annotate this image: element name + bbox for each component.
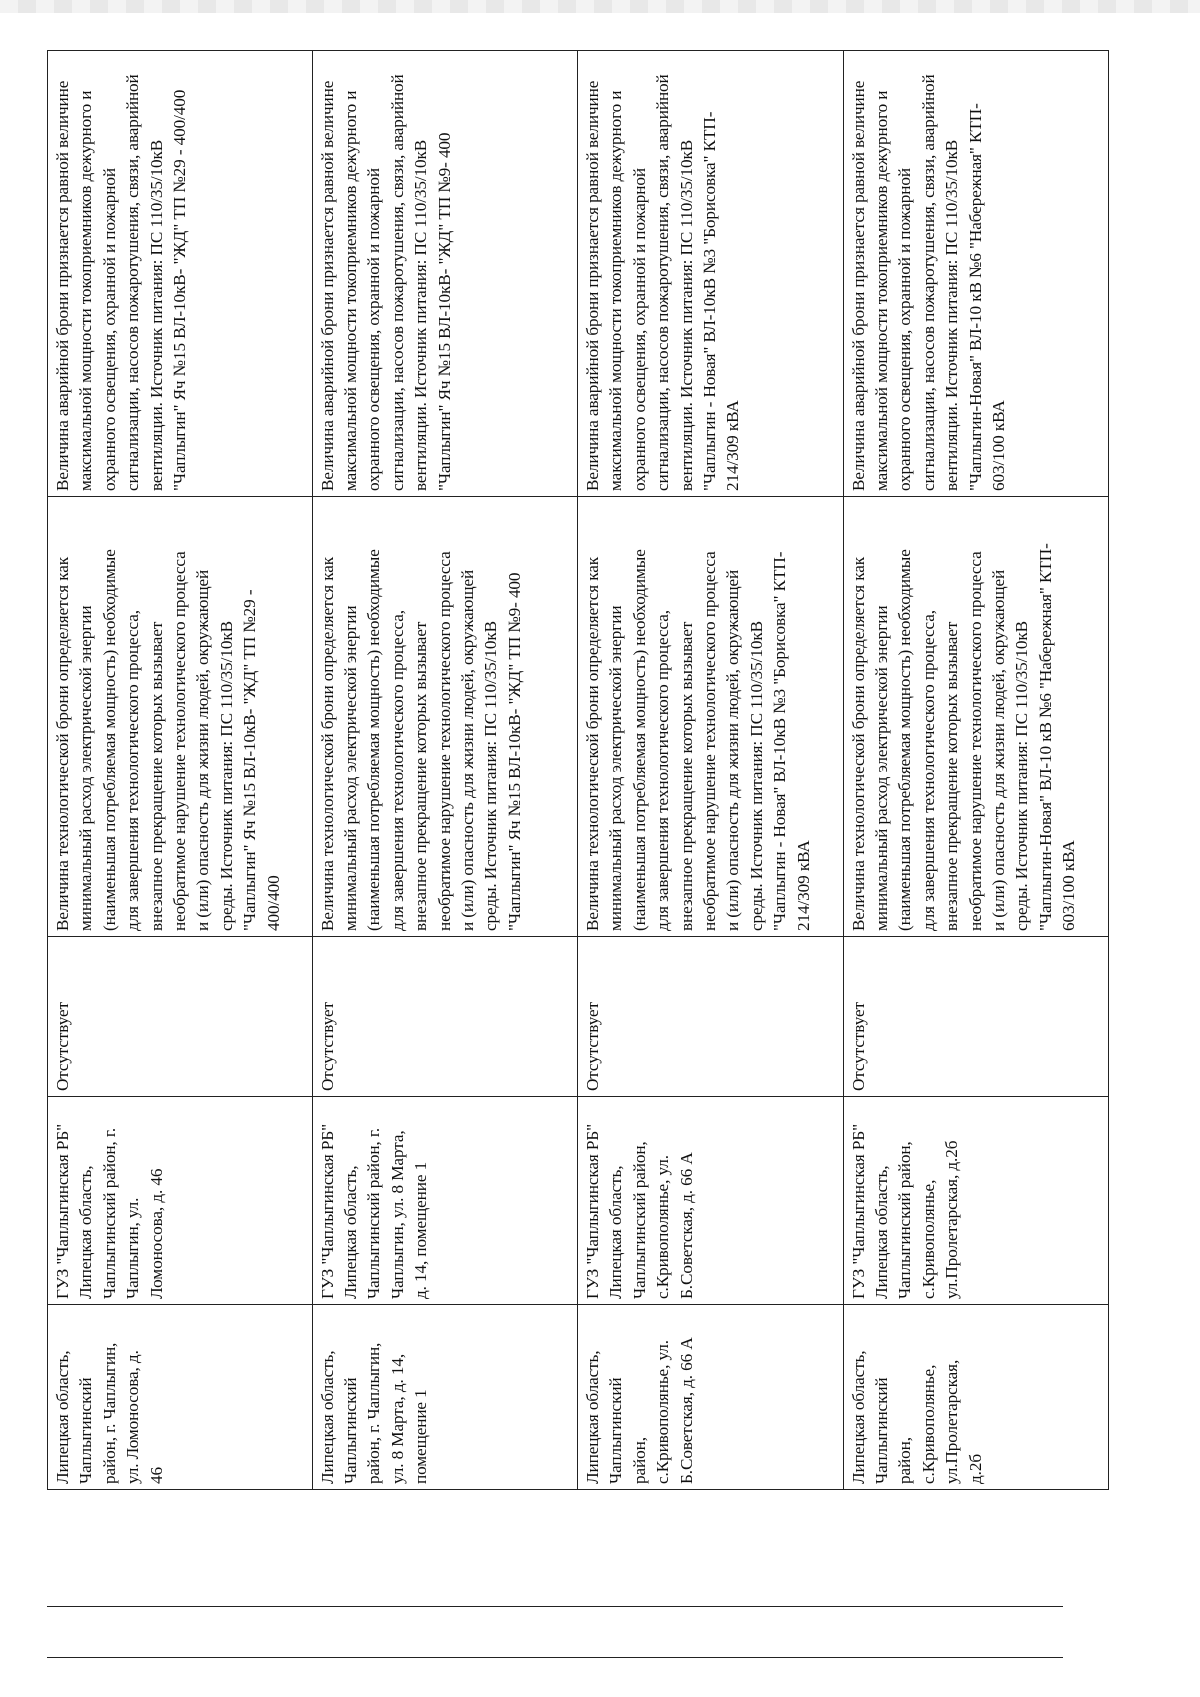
divider-line xyxy=(47,1606,1063,1607)
address-cell: Липецкая область, Чаплыгинский район, с.Кривополянье, ул. Б.Советская, д. 66 А xyxy=(578,1305,843,1490)
address-cell: Липецкая область, Чаплыгинский район, г. Чаплыгин, ул. Ломоносова, д. 46 xyxy=(48,1305,312,1490)
emergency-reserve-cell: Величина аварийной брони признается равной величине максимальной мощности токоприемников дежурного и охранного освещения, охранной и пожарной сигнализации, насосов пожаротушения, связи, аварийной вентиляции. Источник питания: ПС 110/35/10кВ "Чаплыгин - Новая" ВЛ-10кВ №3 "Борисовка" КТП- 214/309 кВА xyxy=(578,50,843,497)
technological-reserve-cell: Величина технологической брони определяется как минимальный расход электрической энергии (наименьшая потребляемая мощность) необходимые для завершения технологического процесса, внезапное прекращение которых вызывает необратимое нарушение технологического процесса и (или) опасность для жизни людей, окружающей среды. Источник питания: ПС 110/35/10кВ "Чаплыгин - Новая" ВЛ-10кВ №3 "Борисовка" КТП- 214/309 кВА xyxy=(578,497,843,937)
organization-cell: ГУЗ "Чаплыгинская РБ" Липецкая область, Чаплыгинский район, г. Чаплыгин, ул. Ломоносова, д. 46 xyxy=(48,1097,312,1305)
technological-reserve-cell: Величина технологической брони определяется как минимальный расход электрической энергии (наименьшая потребляемая мощность) необходимые для завершения технологического процесса, внезапное прекращение которых вызывает необратимое нарушение технологического процесса и (или) опасность для жизни людей, окружающей среды. Источник питания: ПС 110/35/10кВ "Чаплыгин" Яч №15 ВЛ-10кВ- "ЖД" ТП №9- 400 xyxy=(313,497,578,937)
status-cell: Отсутствует xyxy=(844,937,1109,1097)
emergency-reserve-cell: Величина аварийной брони признается равной величине максимальной мощности токоприемников дежурного и охранного освещения, охранной и пожарной сигнализации, насосов пожаротушения, связи, аварийной вентиляции. Источник питания: ПС 110/35/10кВ "Чаплыгин" Яч №15 ВЛ-10кВ- "ЖД" ТП №9- 400 xyxy=(313,50,578,497)
table-row xyxy=(578,50,844,1490)
table-row xyxy=(313,50,579,1490)
organization-cell: ГУЗ "Чаплыгинская РБ" Липецкая область, Чаплыгинский район, г. Чаплыгин, ул. 8 Марта, д. 14, помещение 1 xyxy=(313,1097,578,1305)
scan-edge-strip xyxy=(0,0,1200,13)
table-row xyxy=(844,50,1110,1490)
technological-reserve-cell: Величина технологической брони определяется как минимальный расход электрической энергии (наименьшая потребляемая мощность) необходимые для завершения технологического процесса, внезапное прекращение которых вызывает необратимое нарушение технологического процесса и (или) опасность для жизни людей, окружающей среды. Источник питания: ПС 110/35/10кВ "Чаплыгин" Яч №15 ВЛ-10кВ- "ЖД" ТП №29 - 400/400 xyxy=(48,497,312,937)
organization-cell: ГУЗ "Чаплыгинская РБ" Липецкая область, Чаплыгинский район, с.Кривополянье, ул. Б.Советская, д. 66 А xyxy=(578,1097,843,1305)
address-cell: Липецкая область, Чаплыгинский район, с.Кривополянье, ул.Пролетарская, д.2б xyxy=(844,1305,1109,1490)
table-row xyxy=(47,50,313,1490)
power-reserve-table xyxy=(47,50,1109,1490)
organization-cell: ГУЗ "Чаплыгинская РБ" Липецкая область, Чаплыгинский район, с.Кривополянье, ул.Пролетарская, д.2б xyxy=(844,1097,1109,1305)
status-cell: Отсутствует xyxy=(48,937,312,1097)
address-cell: Липецкая область, Чаплыгинский район, г. Чаплыгин, ул. 8 Марта, д. 14, помещение 1 xyxy=(313,1305,578,1490)
technological-reserve-cell: Величина технологической брони определяется как минимальный расход электрической энергии (наименьшая потребляемая мощность) необходимые для завершения технологического процесса, внезапное прекращение которых вызывает необратимое нарушение технологического процесса и (или) опасность для жизни людей, окружающей среды. Источник питания: ПС 110/35/10кВ "Чаплыгин-Новая" ВЛ-10 кВ №6 "Набережная" КТП- 603/100 кВА xyxy=(844,497,1109,937)
status-cell: Отсутствует xyxy=(578,937,843,1097)
emergency-reserve-cell: Величина аварийной брони признается равной величине максимальной мощности токоприемников дежурного и охранного освещения, охранной и пожарной сигнализации, насосов пожаротушения, связи, аварийной вентиляции. Источник питания: ПС 110/35/10кВ "Чаплыгин-Новая" ВЛ-10 кВ №6 "Набережная" КТП- 603/100 кВА xyxy=(844,50,1109,497)
rotated-table-area xyxy=(47,50,1109,1490)
status-cell: Отсутствует xyxy=(313,937,578,1097)
divider-line xyxy=(47,1657,1063,1658)
emergency-reserve-cell: Величина аварийной брони признается равной величине максимальной мощности токоприемников дежурного и охранного освещения, охранной и пожарной сигнализации, насосов пожаротушения, связи, аварийной вентиляции. Источник питания: ПС 110/35/10кВ "Чаплыгин" Яч №15 ВЛ-10кВ- "ЖД" ТП №29 - 400/400 xyxy=(48,50,312,497)
